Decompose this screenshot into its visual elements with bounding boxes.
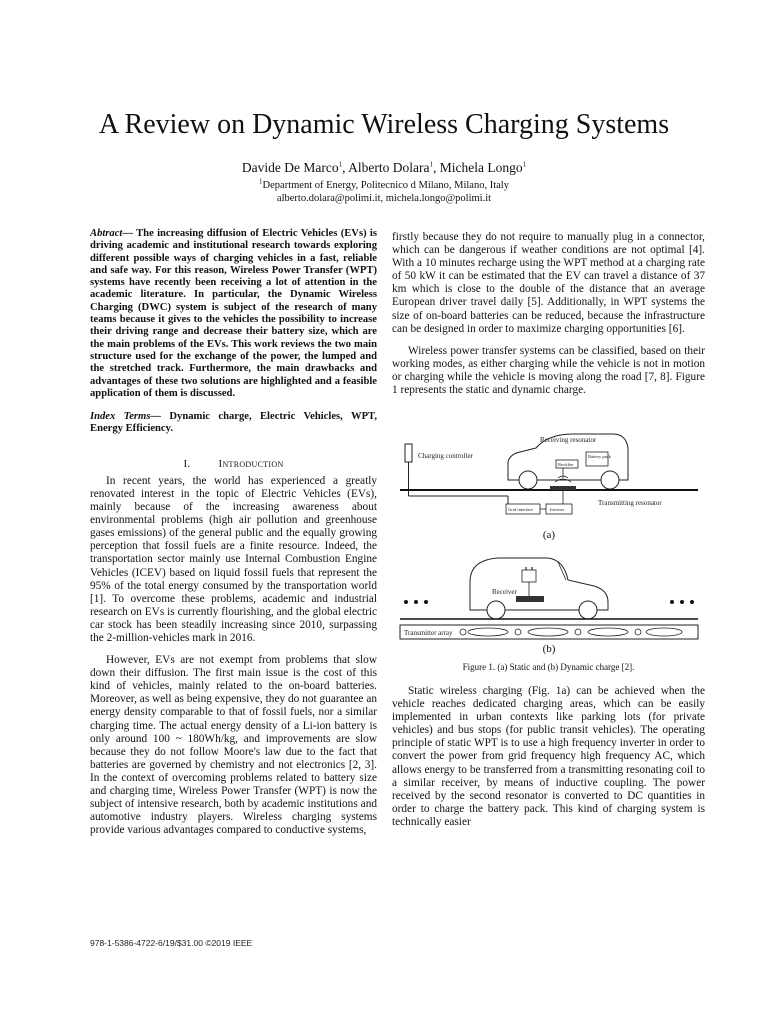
figure-1b-label: (b) (542, 643, 556, 655)
author-emails: alberto.dolara@polimi.it, michela.longo@polimi.it (276, 193, 492, 204)
abstract-text: — The increasing diffusion of Electric Vehicles (EVs) is driving academic and institutional research towards exploring different possible ways of charging vehicles in a fast, reliable and safe way. For this reason, Wireless Power Transfer (WPT) systems have recently been receiving a lot of attention in the academic literature. In particular, the Dynamic Wireless Charging (DWC) system is subject of the research of many teams because it gives to the vehicles the possibility to increase their driving range and decrease their battery size, which are the main problems of the EVs. This work reviews the two main structure used for the exchange of the power, the lumped and the stretched track. Furthermore, the main drawbacks and advantages of these two solutions are highlighted and a feasible application of them is discussed. (90, 228, 377, 399)
right-column-top (392, 231, 705, 397)
intro-paragraph-2: However, EVs are not exempt from problems that slow down their diffusion. The first main issue is the cost of this kind of vehicles, mainly related to the on-board batteries. Moreover, as well as being expensive, they do not guarantee an energy density comparable to that of fossil fuels, nor a similar charging time. The actual energy density of a Li-ion battery is only around 100 ~ 180Wh/kg, and improvements are slow because they do not follow Moore's law due to the fact that batteries are governed by chemistry and not electronics [2, 3]. In the context of overcoming problems related to battery size and charging time, Wireless Power Transfer (WPT) is now the subject of intensive research, both by academic institutions and automotive industry players. Wireless charging systems provide various advantages compared to conductive systems, (90, 654, 377, 837)
paper-title: A Review on Dynamic Wireless Charging Systems (98, 109, 670, 140)
affiliation (0, 179, 768, 192)
author-list (0, 160, 768, 176)
label-grid-interface: Grid interface (508, 507, 534, 512)
label-receiver: Receiver (492, 588, 517, 596)
affiliation-mark: 1 (259, 177, 263, 186)
intro-paragraph-1: In recent years, the world has experienced a greatly renovated interest in the topic of Electric Vehicles (EVs), mainly because of the increasing awareness about environmental problems (high air pollution and greenhouse gases emissions) of the general public and the equally growing perception that fossil fuels are a finite resource. Indeed, the transportation sector mainly use Internal Combustion Engine Vehicles (ICEV) based on liquid fossil fuels that represent the 95% of the total energy consumed by the transportation world [1]. To overcome these problems, academic and industrial research on EVs is currently flourishing, and the global electric car stock has been steadily increasing since 2010, surpassing the 2-million-vehicles mark in 2016. (90, 474, 377, 644)
label-transmitting-resonator: Transmitting resonator (598, 499, 662, 507)
section-number: I. (183, 457, 191, 470)
copyright-footer: 978-1-5386-4722-6/19/$31.00 ©2019 IEEE (90, 938, 253, 948)
right-paragraph-2: Wireless power transfer systems can be classified, based on their working modes, as either charging while the vehicle is not in motion or charging while the vehicle is moving along the road [7, 8]. Figure 1 represents the static and dynamic charge. (392, 344, 705, 397)
author-name: Michela Longo (439, 160, 523, 175)
transmitting-coil-icon (550, 486, 576, 490)
index-terms-lead: Index Terms (90, 411, 151, 423)
receiver-coil-icon (516, 596, 544, 602)
battery-icon (522, 570, 536, 582)
author-name: Alberto Dolara (348, 160, 430, 175)
label-transmitter-array: Transmitter array (404, 629, 453, 637)
author-affiliation-mark: 1 (338, 160, 343, 169)
abstract-lead: Abtract (90, 228, 123, 239)
label-inverter: Inverter (550, 507, 565, 512)
author-name: Davide De Marco (241, 160, 339, 175)
right-paragraph-3: Static wireless charging (Fig. 1a) can be achieved when the vehicle reaches dedicated charging areas, which can be easily implemented in urban contexts like parking lots (for private vehicles) and bus stops (for public transit vehicles). The operating principle of static WPT is to use a high frequency inverter in order to convert the power from grid frequency high frequency AC, which allows energy to be transferred from a transmitting resonating coil to a similar receiver, by means of inductive coupling. The power received by the second resonator is converted to DC quantities in order to charge the battery pack. This kind of charging system is technically easier (392, 685, 705, 828)
author-separator: , (432, 160, 440, 175)
section-heading (90, 458, 377, 471)
index-terms (90, 411, 377, 436)
right-paragraph-1: firstly because they do not require to manually plug in a connector, which can be dangerous if weather conditions are not optimal [4]. With a 10 minutes recharge using the WPT method at a charging rate of 50 kW it can be estimated that the EV can travel a distance of 37 km which is close to the double of the distance that an average European driver travel daily [5]. Additionally, in WPT systems the size of on-board batteries can be reduced, because the infrastructure can be designed in order to maximize charging opportunities [6]. (392, 231, 705, 335)
figure-1b-dynamic-charge (398, 552, 700, 644)
label-rectifier: Rectifier (558, 462, 574, 467)
label-receiving-resonator: Receiving resonator (540, 436, 597, 444)
wheel-icon (601, 471, 619, 489)
section-title: Introduction (218, 457, 284, 470)
index-terms-text: — Dynamic charge, Electric Vehicles, WPT, Energy Efficiency. (90, 411, 377, 435)
author-affiliation-mark: 1 (522, 160, 527, 169)
left-column (90, 228, 377, 837)
figure-1-caption: Figure 1. (a) Static and (b) Dynamic charge [2]. (462, 662, 635, 672)
figure-1a-static-charge (398, 428, 700, 524)
figure-1a-label: (a) (542, 529, 556, 541)
wheel-icon (579, 601, 597, 619)
label-charging-controller: Charging controller (418, 452, 473, 460)
label-battery-pack: Battery pack (588, 454, 611, 459)
affiliation-text: Department of Energy, Politecnico d Milano, Milano, Italy (262, 180, 509, 191)
right-column-bottom (392, 685, 705, 829)
author-separator: , (342, 160, 349, 175)
abstract (90, 228, 377, 400)
wheel-icon (487, 601, 505, 619)
controller-icon (405, 444, 412, 462)
author-affiliation-mark: 1 (429, 160, 433, 169)
wheel-icon (519, 471, 537, 489)
